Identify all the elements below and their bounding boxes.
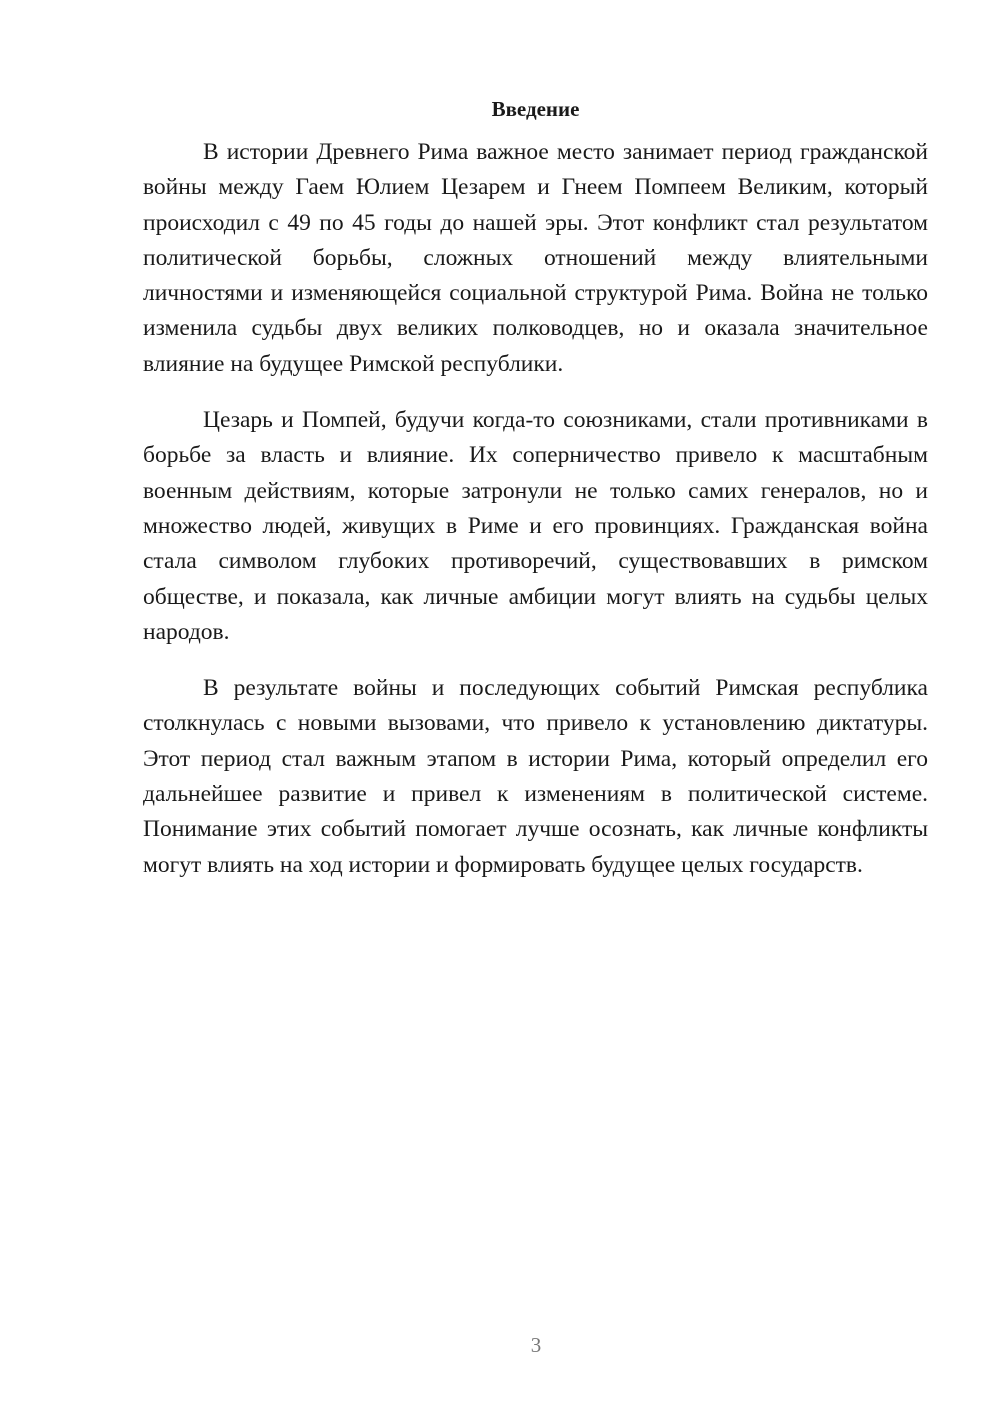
page-content bbox=[143, 92, 928, 904]
paragraph-1: В истории Древнего Рима важное место занимает период гражданской войны между Гаем Юлием Цезарем и Гнеем Помпеем Великим, который происходил с 49 по 45 годы до нашей эры. Этот конфликт стал результатом политической борьбы, сложных отношений между влиятельными личностями и изменяющейся социальной структурой Рима. Война не только изменила судьбы двух великих полководцев, но и оказала значительное влияние на будущее Римской республики. bbox=[143, 139, 928, 377]
paragraph-2: Цезарь и Помпей, будучи когда-то союзниками, стали противниками в борьбе за власть и влияние. Их соперничество привело к масштабным военным действиям, которые затронули не только самих генералов, но и множество людей, живущих в Риме и его провинциях. Гражданская война стала символом глубоких противоречий, существовавших в римском обществе, и показала, как личные амбиции могут влиять на судьбы целых народов. bbox=[143, 407, 928, 645]
paragraph-3: В результате войны и последующих событий Римская республика столкнулась с новыми вызовами, что привело к установлению диктатуры. Этот период стал важным этапом в истории Рима, который определил его дальнейшее развитие и привел к изменениям в политической системе. Понимание этих событий помогает лучше осознать, как личные конфликты могут влиять на ход истории и формировать будущее целых государств. bbox=[143, 675, 928, 878]
section-heading: Введение bbox=[491, 97, 580, 121]
page-number: 3 bbox=[530, 1333, 542, 1357]
